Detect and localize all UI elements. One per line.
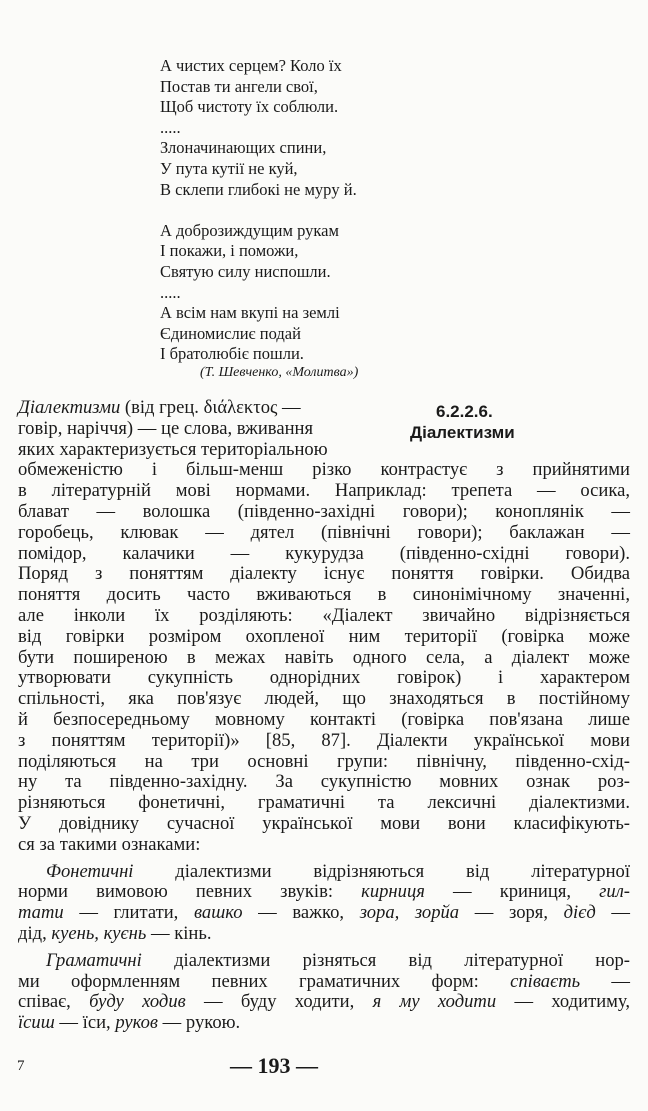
signature-mark: 7 xyxy=(17,1058,25,1074)
poem-line: І покажи, і поможи, xyxy=(160,241,299,261)
text-line: Граматичні діалектизми різняться від літературної нор- xyxy=(46,949,630,971)
term: Граматичні xyxy=(46,949,142,971)
text-line: спільності, яка пов'язує людей, що знаходяться в постійному xyxy=(18,688,630,710)
term: Фонетичні xyxy=(46,860,134,882)
text-line: Поряд з поняттям діалекту існує поняття говірки. Обидва xyxy=(18,563,630,585)
poem-attribution: (Т. Шевченко, «Молитва») xyxy=(200,365,359,380)
text-line: поняття досить часто вживаються в синонімічному значенні, xyxy=(18,584,630,606)
term: Діалектизми xyxy=(18,397,121,418)
text-line: ми оформленням певних граматичних форм: співаєть — xyxy=(18,970,630,992)
section-number: 6.2.2.6. xyxy=(436,402,493,421)
poem-line: В склепи глибокі не мурy й. xyxy=(160,179,357,199)
text-line: Діалектизми (від грец. διάλεκτος — xyxy=(18,397,301,418)
text-line: говір, наріччя) — це слова, вживання xyxy=(18,417,314,439)
poem-ellipsis: ..... xyxy=(160,282,181,302)
poem-line: У пута кутії не куй, xyxy=(160,158,298,178)
text-line: норми вимовою певних звуків: кирниця — криниця, гил- xyxy=(18,881,630,903)
text-line: У довіднику сучасної української мови вони класифікують- xyxy=(18,812,630,834)
text-line: й безпосередньому мовному контакті (говірка пов'язана лише xyxy=(18,708,630,730)
poem-line: Постав ти ангели свої, xyxy=(160,76,318,96)
text-line: але інколи їх розділяють: «Діалект звичайно відрізняється xyxy=(18,604,630,626)
text-line: помідор, калачики — кукурудза (південно-східні говори). xyxy=(18,542,630,564)
page-number: — 193 — xyxy=(230,1053,318,1078)
text-line: обмеженістю і більш-менш різко контрастує з прийнятими xyxy=(18,459,630,481)
poem-line: А чистих серцем? Коло їх xyxy=(160,56,342,75)
poem-line: А доброзиждущим рукам xyxy=(160,220,339,240)
poem-ellipsis: ..... xyxy=(160,117,181,137)
text-line: утворювати сукупність однорідних говірок) і характером xyxy=(18,667,630,689)
text-line: горобець, клювак — дятел (північні говори); баклажан — xyxy=(18,521,630,543)
poem-line: Щоб чистоту їх соблюли. xyxy=(160,97,339,117)
text-line: різняються фонетичні, граматичні та лексичні діалектизми. xyxy=(18,792,630,814)
text-line: Фонетичні діалектизми відрізняються від літературної xyxy=(46,860,630,882)
poem-line: Єдиномислиє подай xyxy=(160,323,301,343)
poem-line: І братолюбіє пошли. xyxy=(160,344,304,364)
section-title: Діалектизми xyxy=(410,423,515,442)
text-line: дід, куень, куєнь — кінь. xyxy=(18,922,212,944)
body-text xyxy=(18,398,630,1034)
text-line: ну та південно-західну. За сукупністю мовних ознак роз- xyxy=(18,771,630,793)
text-line: поділяються на три основні групи: північну, південно-схід- xyxy=(18,750,630,772)
poem-line: Святую силу ниспошли. xyxy=(160,261,331,281)
text-line: їсиш — їси, руков — рукою. xyxy=(18,1012,241,1034)
text-line: яких характеризується територіальною xyxy=(18,438,328,460)
stanza-gap xyxy=(160,200,357,221)
text-line: в літературній мові нормами. Наприклад: трепета — осика, xyxy=(18,480,630,502)
text-line: бути поширеною в межах навіть одного села, а діалект може xyxy=(18,646,630,668)
text-line: з поняттям території)» [85, 87]. Діалекти української мови xyxy=(18,729,630,751)
text-line: співає, буду ходив — буду ходити, я му ходити — ходитиму, xyxy=(18,991,631,1013)
text-line: тати — глитати, вашко — важко, зора, зорйа — зоря, дієд — xyxy=(18,902,630,924)
text-line: блават — волошка (південно-західні говори); коноплянік — xyxy=(18,500,630,522)
poem-line: Злоначинающих спини, xyxy=(160,138,327,158)
poem-excerpt xyxy=(160,56,357,365)
text-line: ся за такими ознаками: xyxy=(18,833,201,855)
text-line: від говірки розміром охопленої ним території (говірка може xyxy=(18,625,630,647)
poem-line: А всім нам вкупі на землі xyxy=(160,303,340,323)
